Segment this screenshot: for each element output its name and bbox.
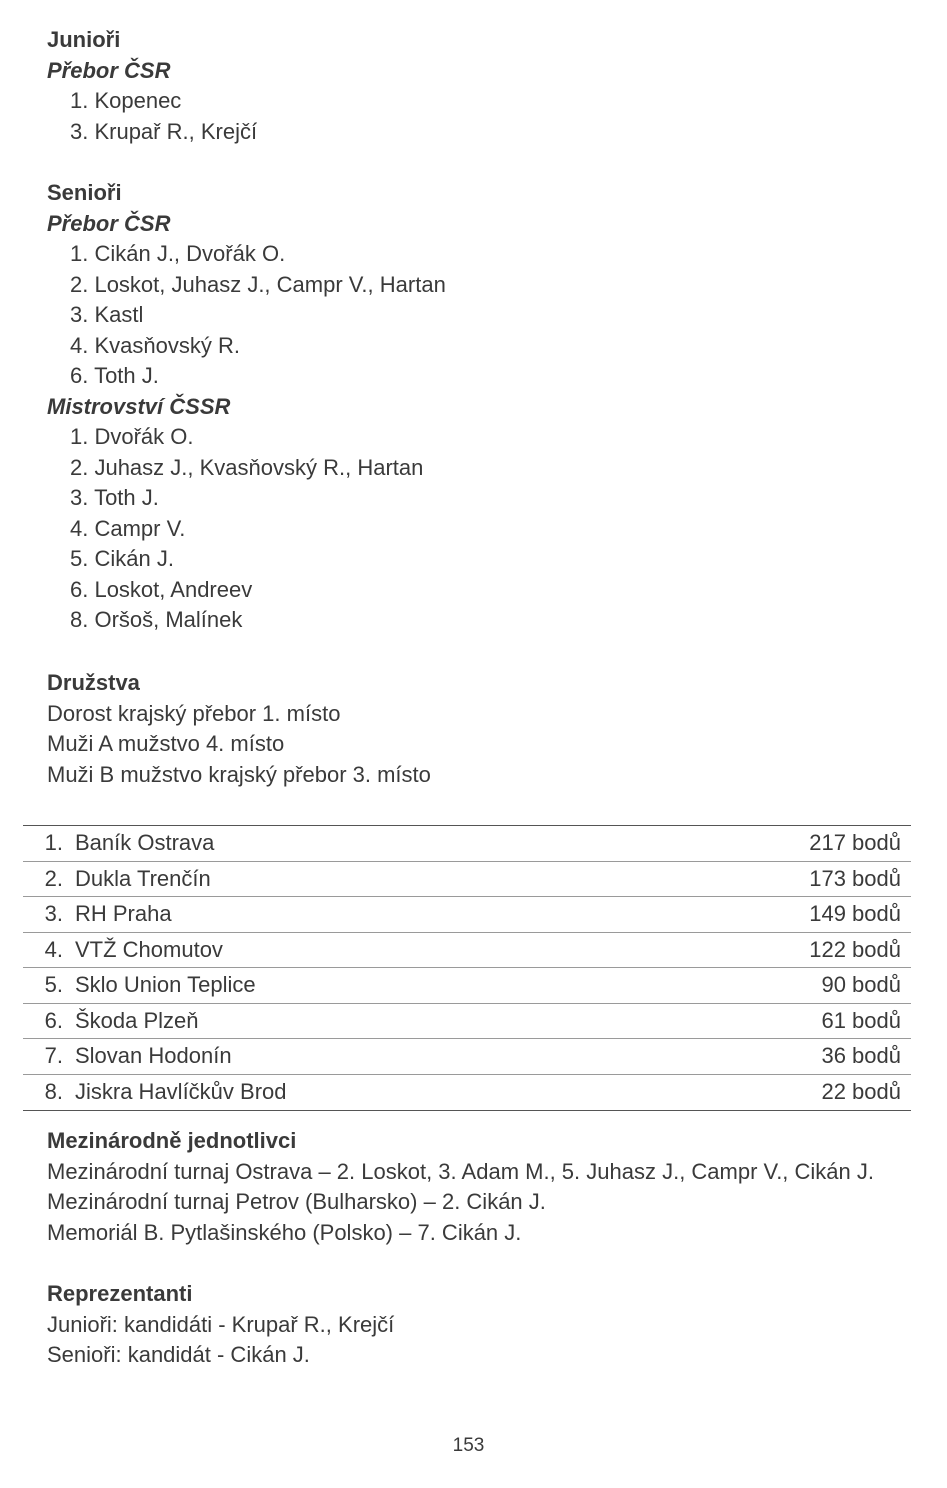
team-result-line: Muži A mužstvo 4. místo: [47, 731, 285, 756]
international-heading: Mezinárodně jednotlivci: [47, 1128, 297, 1153]
table-row: [23, 1004, 911, 1040]
team-cell: Dukla Trenčín: [75, 865, 211, 891]
points-cell: 36 bodů: [821, 1043, 901, 1069]
team-result-line: Muži B mužstvo krajský přebor 3. místo: [47, 761, 431, 787]
representatives-heading: Reprezentanti: [47, 1281, 193, 1306]
result-line: 1. Dvořák O.: [70, 424, 194, 449]
points-cell: 122 bodů: [809, 936, 901, 962]
points-cell: 173 bodů: [809, 865, 901, 891]
team-result-line: Dorost krajský přebor 1. místo: [47, 700, 341, 726]
points-cell: 217 bodů: [809, 830, 901, 856]
rank-cell: 3.: [44, 901, 63, 927]
rank-cell: 8.: [44, 1079, 63, 1105]
result-line: 6. Toth J.: [70, 363, 159, 388]
result-line: 3. Toth J.: [70, 485, 159, 510]
international-result-line: Mezinárodní turnaj Petrov (Bulharsko) – 2. Cikán J.: [47, 1189, 546, 1214]
seniors-national-heading: Mistrovství ČSSR: [47, 393, 231, 419]
seniors-section: [47, 178, 446, 636]
rank-cell: 5.: [44, 972, 63, 998]
rank-cell: 7.: [44, 1043, 63, 1069]
result-line: 2. Loskot, Juhasz J., Campr V., Hartan: [70, 271, 446, 297]
standings-table: [23, 825, 911, 1111]
international-result-line: Mezinárodní turnaj Ostrava – 2. Loskot, 3. Adam M., 5. Juhasz J., Campr V., Cikán J.: [47, 1158, 874, 1184]
table-row: [23, 1039, 911, 1075]
representatives-section: [47, 1279, 394, 1371]
seniors-heading: Senioři: [47, 180, 122, 205]
rank-cell: 1.: [44, 830, 63, 856]
result-line: 5. Cikán J.: [70, 546, 174, 571]
points-cell: 22 bodů: [821, 1079, 901, 1105]
team-cell: Baník Ostrava: [75, 830, 215, 856]
rank-cell: 4.: [44, 936, 63, 962]
representative-line: Junioři: kandidáti - Krupař R., Krejčí: [47, 1311, 395, 1337]
result-line: 6. Loskot, Andreev: [70, 576, 253, 602]
points-cell: 90 bodů: [821, 972, 901, 998]
team-cell: Sklo Union Teplice: [75, 972, 256, 998]
table-row: [23, 1075, 911, 1111]
result-line: 8. Oršoš, Malínek: [70, 607, 243, 632]
juniors-heading: Junioři: [47, 27, 121, 52]
international-result-line: Memoriál B. Pytlašinského (Polsko) – 7. Cikán J.: [47, 1219, 522, 1245]
table-row: [23, 933, 911, 969]
representative-line: Senioři: kandidát - Cikán J.: [47, 1342, 310, 1367]
result-line: 1. Kopenec: [70, 88, 182, 113]
table-row: [23, 968, 911, 1004]
page-number: 153: [452, 1435, 485, 1456]
team-cell: VTŽ Chomutov: [75, 936, 223, 962]
table-row: [23, 897, 911, 933]
table-row: [23, 862, 911, 898]
rank-cell: 6.: [44, 1007, 63, 1033]
points-cell: 61 bodů: [821, 1007, 901, 1033]
international-section: [47, 1126, 874, 1248]
points-cell: 149 bodů: [809, 901, 901, 927]
result-line: 4. Campr V.: [70, 515, 186, 541]
juniors-championship-heading: Přebor ČSR: [47, 57, 171, 83]
team-cell: Slovan Hodonín: [75, 1043, 232, 1069]
juniors-section: [47, 25, 257, 147]
rank-cell: 2.: [44, 865, 63, 891]
teams-heading: Družstva: [47, 670, 140, 695]
seniors-championship-heading: Přebor ČSR: [47, 210, 171, 236]
team-cell: Jiskra Havlíčkův Brod: [75, 1079, 287, 1105]
result-line: 1. Cikán J., Dvořák O.: [70, 241, 286, 266]
result-line: 4. Kvasňovský R.: [70, 332, 240, 358]
team-cell: Škoda Plzeň: [75, 1007, 199, 1033]
result-line: 2. Juhasz J., Kvasňovský R., Hartan: [70, 454, 424, 480]
result-line: 3. Kastl: [70, 302, 144, 327]
table-row: [23, 826, 911, 862]
result-line: 3. Krupař R., Krejčí: [70, 118, 258, 144]
teams-section: [47, 668, 431, 790]
team-cell: RH Praha: [75, 901, 172, 927]
